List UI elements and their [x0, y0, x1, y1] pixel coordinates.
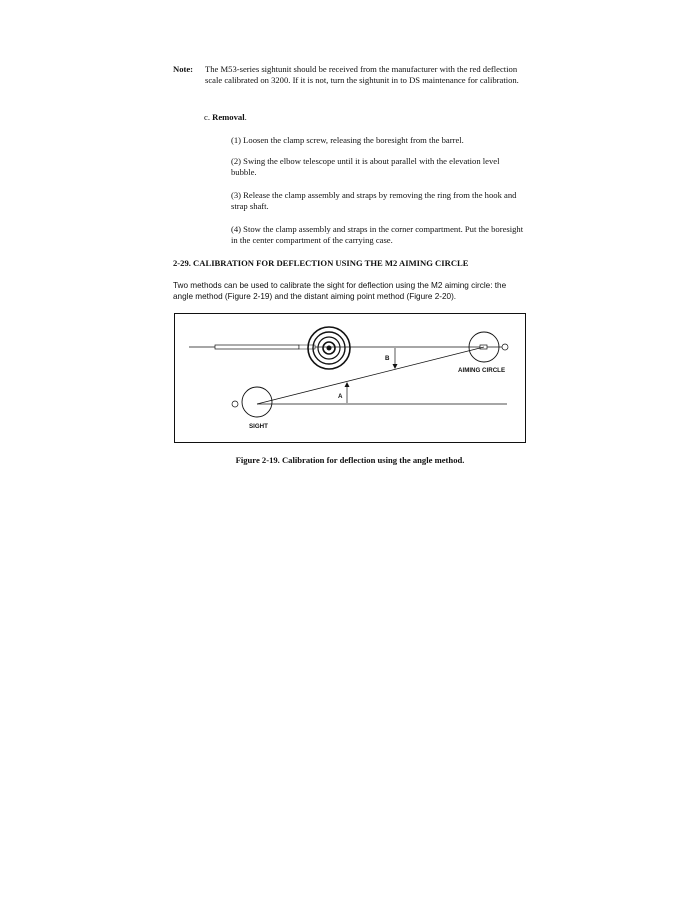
- note-text: The M53-series sightunit should be received from the manufacturer with the red deflection scale calibrated on 3200. If it is not, turn the sightunit in to DS maintenance for calibration.: [205, 64, 519, 85]
- removal-step-3: (3) Release the clamp assembly and straps by removing the ring from the hook and strap shaft.: [231, 190, 517, 211]
- sight-marker: [232, 401, 238, 407]
- angle-a-arrow: [345, 382, 350, 387]
- figure-2-19: [174, 313, 526, 443]
- figure-caption: Figure 2-19. Calibration for deflection using the angle method.: [235, 455, 465, 465]
- section-paragraph: Two methods can be used to calibrate the sight for deflection using the M2 aiming circle: the angle method (Figure 2-19) and the distant aiming point method (Figure 2-20).: [173, 281, 507, 301]
- removal-heading: [204, 112, 247, 123]
- removal-suffix: .: [244, 112, 247, 122]
- removal-heading-text: Removal: [212, 112, 245, 122]
- section-title: 2-29. CALIBRATION FOR DEFLECTION USING THE M2 AIMING CIRCLE: [173, 258, 469, 268]
- barrel: [215, 345, 299, 349]
- label-b: B: [385, 355, 390, 362]
- removal-step-1: (1) Loosen the clamp screw, releasing the boresight from the barrel.: [231, 135, 464, 145]
- angle-b-arrow: [393, 364, 398, 369]
- removal-step-2: (2) Swing the elbow telescope until it is about parallel with the elevation level bubble.: [231, 156, 500, 177]
- label-aiming-circle: AIMING CIRCLE: [458, 367, 506, 374]
- aiming-circle-marker: [502, 344, 508, 350]
- sight-instrument: [242, 387, 272, 417]
- label-sight: SIGHT: [249, 423, 268, 430]
- removal-prefix: c.: [204, 112, 210, 122]
- note-label: Note:: [173, 64, 194, 74]
- removal-step-4: (4) Stow the clamp assembly and straps in the corner compartment. Put the boresight in the center compartment of the carrying case.: [231, 224, 524, 245]
- label-a: A: [338, 393, 343, 400]
- line-of-sight: [257, 347, 484, 404]
- angle-method-diagram: [175, 314, 527, 444]
